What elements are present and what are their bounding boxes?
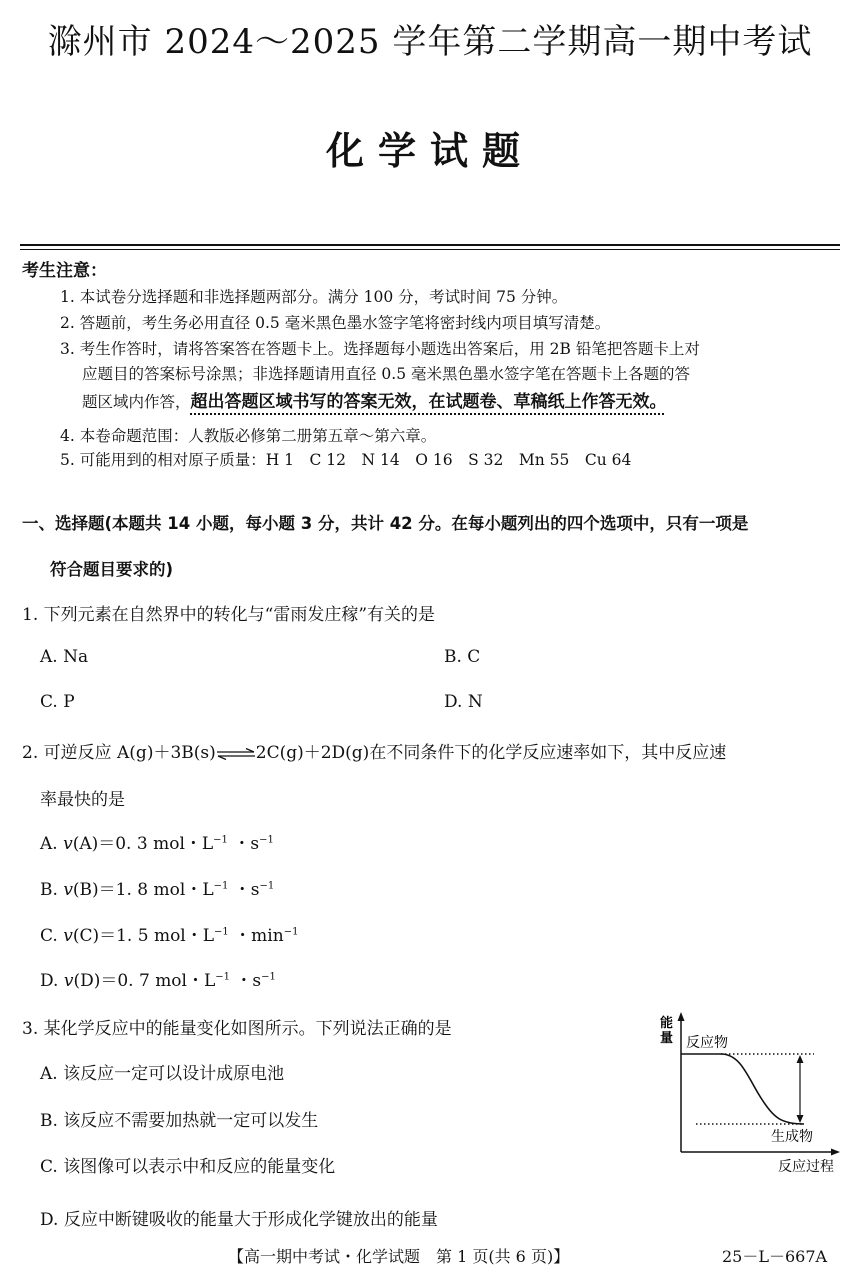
notice-item-3-tail: 题区域内作答， [82, 393, 191, 411]
header-divider-thin [20, 249, 840, 250]
notice-emphasis: 超出答题区域书写的答案无效，在试题卷、草稿纸上作答无效。 [190, 392, 667, 412]
equilibrium-arrow-icon [216, 748, 256, 760]
notice-item-3: 3. 考生作答时，请将答案答在答题卡上。选择题每小题选出答案后，用 2B 铅笔把答题卡上对 [60, 340, 700, 358]
section-heading: 一、选择题(本题共 14 小题，每小题 3 分，共计 42 分。在每小题列出的四个选项中，只有一项是 [22, 514, 749, 533]
subject-title: 化学试题 [325, 129, 534, 173]
header-divider [20, 244, 840, 246]
reactant-label: 反应物 [686, 1035, 728, 1051]
question-2-stem-cont: 率最快的是 [40, 790, 125, 810]
section-heading-cont: 符合题目要求的) [50, 560, 174, 579]
question-3-option-c: C. 该图像可以表示中和反应的能量变化 [40, 1157, 336, 1177]
y-axis-label-2: 量 [660, 1031, 674, 1046]
up-arrow-icon [797, 1055, 804, 1063]
notice-item-4: 4. 本卷命题范围：人教版必修第二册第五章～第六章。 [60, 427, 437, 445]
question-2-option-b: B. v(B)＝1. 8 mol・$L^{-1}$ ・$s^{-1}$ [40, 880, 275, 900]
notice-item-3-cont2 [82, 387, 667, 412]
question-3-option-a: A. 该反应一定可以设计成原电池 [40, 1064, 285, 1084]
down-arrow-icon [797, 1115, 804, 1123]
question-2-stem-pre: 2. 可逆反应 A(g)＋3B(s) [22, 743, 216, 763]
y-axis-label-1: 能 [660, 1016, 674, 1031]
question-1-option-c: C. P [40, 692, 75, 712]
question-3-option-b: B. 该反应不需要加热就一定可以发生 [40, 1111, 319, 1131]
notice-item-2: 2. 答题前，考生务必用直径 0.5 毫米黑色墨水签字笔将密封线内项目填写清楚。 [60, 314, 611, 332]
notice-item-3-cont: 应题目的答案标号涂黑；非选择题请用直径 0.5 毫米黑色墨水签字笔在答题卡上各题的答 [82, 365, 691, 383]
notice-item-1: 1. 本试卷分选择题和非选择题两部分。满分 100 分，考试时间 75 分钟。 [60, 288, 568, 306]
question-3-stem: 3. 某化学反应中的能量变化如图所示。下列说法正确的是 [22, 1019, 452, 1039]
question-1-option-a: A. Na [40, 647, 89, 667]
footer-text: 【高一期中考试・化学试题 第 1 页(共 6 页)】 [228, 1247, 570, 1266]
notice-heading: 考生注意： [22, 261, 107, 281]
x-axis-label: 反应过程 [778, 1159, 834, 1175]
energy-diagram [656, 1010, 846, 1178]
exam-title: 滁州市 2024～2025 学年第二学期高一期中考试 [47, 22, 813, 62]
question-2-stem-post: 2C(g)＋2D(g)在不同条件下的化学反应速率如下，其中反应速 [255, 743, 727, 763]
question-2-option-a: A. v(A)＝0. 3 mol・$L^{-1}$ ・$s^{-1}$ [40, 834, 274, 854]
question-1-option-d: D. N [444, 692, 483, 712]
question-2-option-d: D. v(D)＝0. 7 mol・$L^{-1}$ ・$s^{-1}$ [40, 971, 276, 991]
x-axis-arrow-icon [831, 1149, 840, 1156]
question-2-stem [22, 738, 726, 763]
y-axis-arrow-icon [678, 1012, 685, 1021]
question-2-option-c: C. v(C)＝1. 5 mol・$L^{-1}$ ・$\min^{-1}$ [40, 926, 299, 946]
product-label: 生成物 [771, 1129, 813, 1145]
question-1-option-b: B. C [444, 647, 481, 667]
footer-code: 25－L－667A [722, 1247, 828, 1266]
energy-curve [681, 1054, 804, 1124]
notice-item-5: 5. 可能用到的相对原子质量：H 1 C 12 N 14 O 16 S 32 Mn 55 Cu 64 [60, 451, 632, 469]
question-3-option-d: D. 反应中断键吸收的能量大于形成化学键放出的能量 [40, 1210, 438, 1230]
question-1-stem: 1. 下列元素在自然界中的转化与“雷雨发庄稼”有关的是 [22, 605, 436, 625]
